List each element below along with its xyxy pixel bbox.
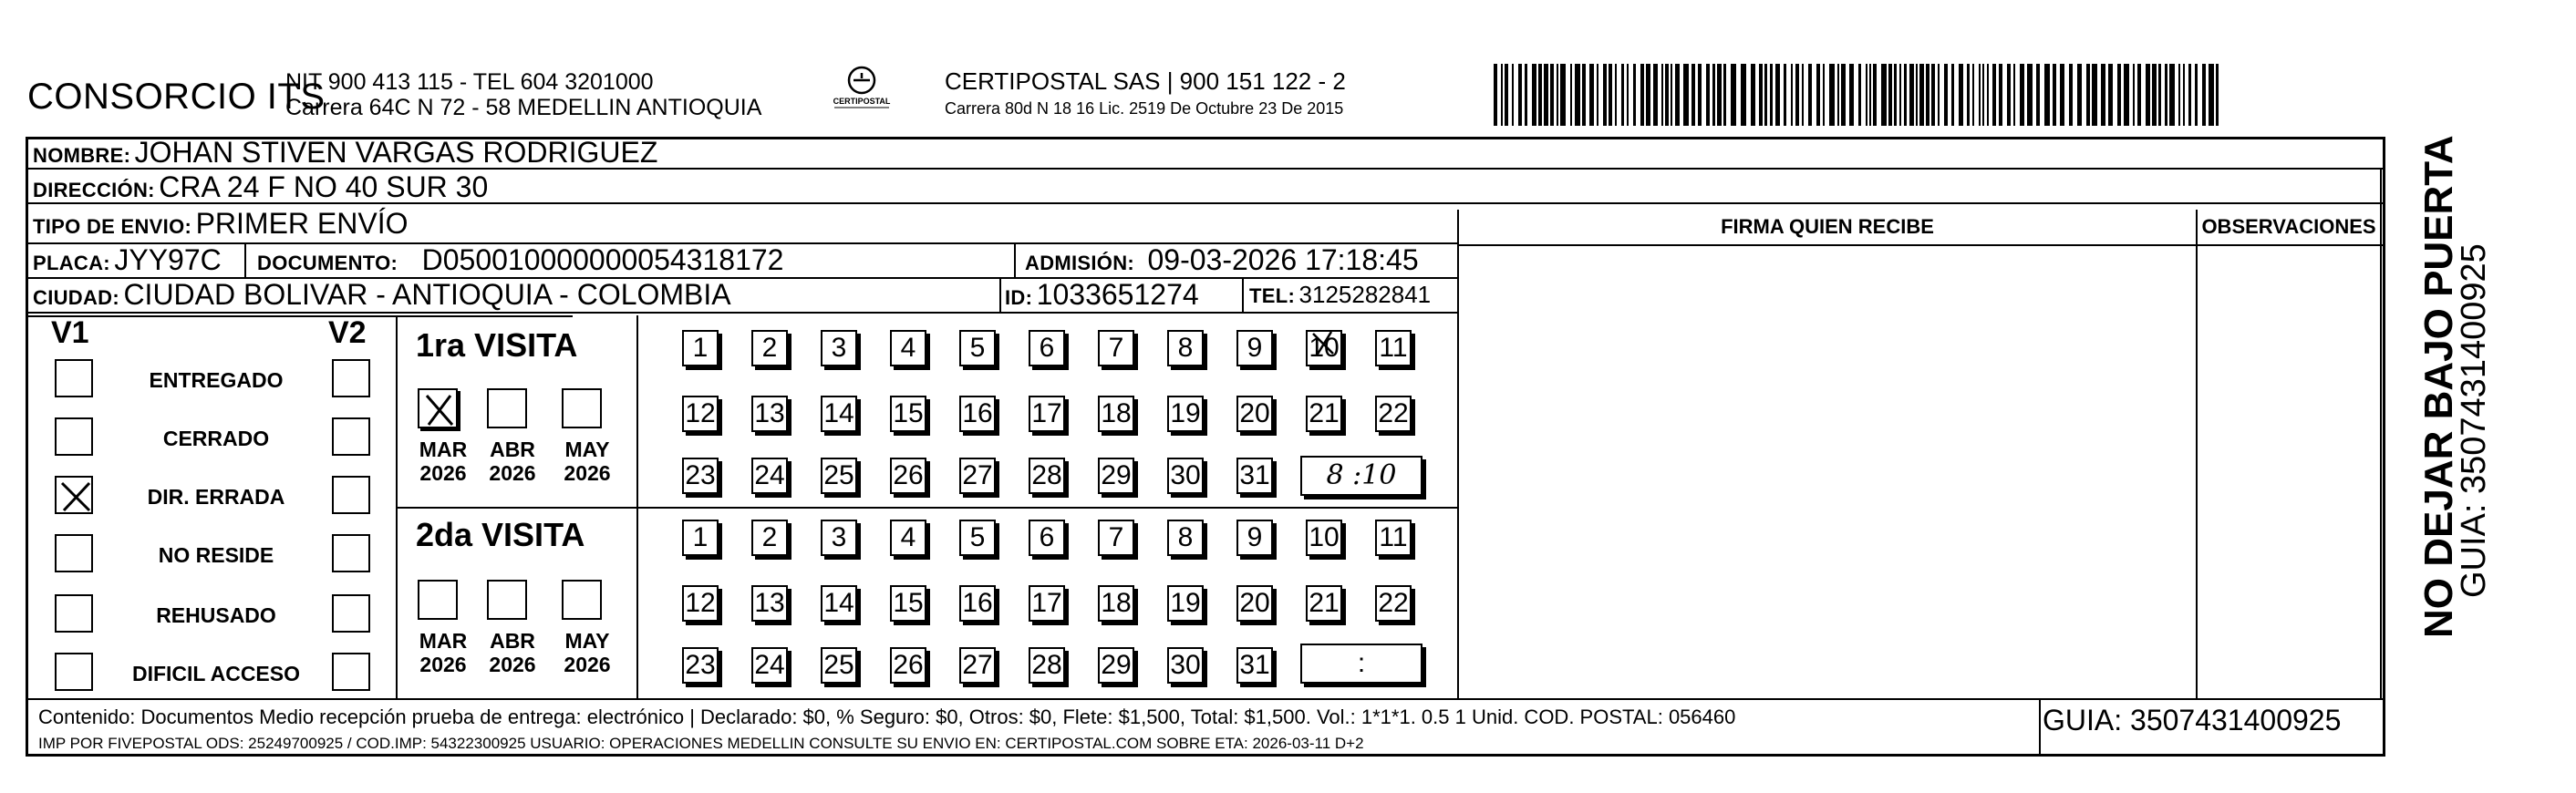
day-number: 17 — [1031, 588, 1062, 618]
day-box[interactable] — [1098, 585, 1134, 622]
ciudad-label: CIUDAD: — [33, 286, 119, 309]
day-number: 3 — [831, 522, 847, 552]
day-box[interactable] — [821, 520, 857, 556]
day-box[interactable] — [682, 330, 719, 366]
day-box[interactable] — [959, 520, 996, 556]
day-number: 27 — [962, 650, 993, 680]
day-number: 10 — [1309, 522, 1340, 552]
day-box[interactable] — [751, 647, 788, 684]
certipostal-logo — [825, 64, 898, 109]
month-label — [483, 629, 542, 676]
day-box[interactable] — [959, 647, 996, 684]
day-number: 4 — [900, 333, 916, 363]
day-box[interactable] — [1029, 330, 1065, 366]
day-number: 12 — [685, 398, 716, 428]
firma-header: FIRMA QUIEN RECIBE — [1721, 215, 1934, 238]
day-number: 3 — [831, 333, 847, 363]
month-label — [558, 629, 616, 676]
day-box[interactable] — [1098, 458, 1134, 494]
month-year: 2026 — [419, 461, 467, 485]
day-box[interactable] — [1029, 458, 1065, 494]
day-box[interactable] — [1306, 585, 1342, 622]
first-visit-title: 1ra VISITA — [416, 326, 578, 364]
direccion-value: CRA 24 F NO 40 SUR 30 — [159, 170, 489, 203]
day-box[interactable] — [751, 396, 788, 432]
day-box[interactable] — [1236, 520, 1273, 556]
day-number: 1 — [692, 522, 709, 552]
day-box[interactable] — [890, 520, 926, 556]
day-box[interactable] — [1098, 647, 1134, 684]
day-number: 4 — [900, 522, 916, 552]
day-number: 20 — [1239, 398, 1270, 428]
day-box[interactable] — [1029, 520, 1065, 556]
v2-checkbox[interactable] — [332, 594, 370, 633]
day-number: 15 — [893, 398, 924, 428]
print-info: IMP POR FIVEPOSTAL ODS: 25249700925 / COD.IMP: 54322300925 USUARIO: OPERACIONES MEDELLIN CONSULTE SU ENVIO EN: CERTIPOSTAL.COM SOBRE ETA: 2026-03-11 D+2 — [38, 735, 1364, 752]
month-year: 2026 — [564, 653, 611, 676]
month-label — [483, 438, 542, 485]
day-number: 24 — [754, 460, 785, 490]
documento-label: DOCUMENTO: — [257, 252, 398, 274]
observaciones-header: OBSERVACIONES — [2201, 215, 2376, 238]
admision-value: 09-03-2026 17:18:45 — [1147, 243, 1419, 276]
documento-value: D050010000000054318172 — [421, 243, 784, 276]
v1-checkbox[interactable] — [55, 653, 93, 691]
day-number: 13 — [754, 398, 785, 428]
month-checkbox-mar[interactable] — [418, 388, 458, 428]
check-mark-icon — [419, 390, 460, 430]
company-name: CONSORCIO ITS — [27, 77, 326, 117]
day-box[interactable] — [1167, 585, 1204, 622]
day-number: 11 — [1379, 333, 1408, 363]
day-number: 5 — [969, 522, 986, 552]
status-option-label: DIR. ERRADA — [147, 485, 285, 509]
day-box[interactable] — [1375, 330, 1412, 366]
day-number: 6 — [1039, 333, 1055, 363]
placa-label: PLACA: — [33, 252, 110, 274]
status-option-label: NO RESIDE — [158, 543, 274, 567]
v1-checkbox[interactable] — [55, 359, 93, 397]
v2-checkbox[interactable] — [332, 476, 370, 514]
first-visit-time[interactable] — [1300, 456, 1422, 496]
day-number: 30 — [1170, 650, 1201, 680]
month-checkbox-abr[interactable] — [487, 388, 527, 428]
status-option-label: ENTREGADO — [149, 368, 284, 392]
day-box[interactable] — [1167, 396, 1204, 432]
day-box[interactable] — [821, 330, 857, 366]
v2-checkbox[interactable] — [332, 534, 370, 572]
certi-line: CERTIPOSTAL SAS | 900 151 122 - 2 — [945, 67, 1346, 95]
day-box[interactable] — [1029, 396, 1065, 432]
day-number: 10 — [1309, 333, 1340, 363]
month-checkbox-may[interactable] — [562, 580, 602, 620]
day-number: 5 — [969, 333, 986, 363]
month-name: MAY — [564, 629, 610, 653]
day-box[interactable] — [682, 647, 719, 684]
second-visit-time[interactable] — [1300, 644, 1422, 684]
company-nit — [285, 69, 761, 120]
day-number: 9 — [1247, 522, 1263, 552]
day-box[interactable] — [1098, 330, 1134, 366]
barcode — [1494, 64, 2223, 126]
day-box[interactable] — [1306, 396, 1342, 432]
day-number: 2 — [761, 522, 778, 552]
day-number: 21 — [1309, 398, 1340, 428]
direccion-row — [33, 171, 488, 209]
day-number: 11 — [1379, 522, 1408, 552]
day-number: 28 — [1031, 650, 1062, 680]
status-option-label: REHUSADO — [156, 603, 276, 627]
day-number: 25 — [823, 460, 854, 490]
day-box[interactable] — [890, 585, 926, 622]
month-name: ABR — [490, 438, 535, 461]
first-visit-time-value: 8 :10 — [1326, 459, 1397, 491]
second-visit-title: 2da VISITA — [416, 516, 585, 553]
certi-address: Carrera 80d N 18 16 Lic. 2519 De Octubre 23 De 2015 — [945, 99, 1344, 118]
day-box[interactable] — [682, 520, 719, 556]
day-number: 9 — [1247, 333, 1263, 363]
month-name: MAY — [564, 438, 610, 461]
month-year: 2026 — [489, 653, 536, 676]
day-box[interactable] — [1236, 396, 1273, 432]
day-number: 2 — [761, 333, 778, 363]
month-checkbox-abr[interactable] — [487, 580, 527, 620]
day-number: 16 — [962, 588, 993, 618]
day-number: 7 — [1108, 333, 1124, 363]
day-box[interactable] — [959, 330, 996, 366]
day-number: 27 — [962, 460, 993, 490]
day-number: 8 — [1177, 522, 1194, 552]
day-number: 1 — [692, 333, 709, 363]
day-box[interactable] — [751, 330, 788, 366]
certipostal-info — [945, 67, 1346, 122]
day-box[interactable] — [890, 647, 926, 684]
day-number: 23 — [685, 650, 716, 680]
month-name: MAR — [419, 629, 468, 653]
day-box[interactable] — [1167, 330, 1204, 366]
tel-row — [1249, 279, 1431, 314]
month-name: ABR — [490, 629, 535, 653]
day-number: 14 — [823, 588, 854, 618]
day-box[interactable] — [1306, 330, 1342, 366]
day-box[interactable] — [890, 330, 926, 366]
day-box[interactable] — [959, 585, 996, 622]
id-label: ID: — [1005, 286, 1033, 309]
day-number: 12 — [685, 588, 716, 618]
day-number: 26 — [893, 650, 924, 680]
documento-row — [257, 244, 783, 282]
day-number: 16 — [962, 398, 993, 428]
day-number: 15 — [893, 588, 924, 618]
v1-header: V1 — [51, 315, 89, 350]
day-number: 20 — [1239, 588, 1270, 618]
day-box[interactable] — [1167, 458, 1204, 494]
contents-summary: Contenido: Documentos Medio recepción prueba de entrega: electrónico | Declarado: $0, % Seguro: $0, Otros: $0, Flete: $1,500, Total: $1,500. Vol.: 1*1*1. 0.5 1 Unid. COD. POSTAL: 056460 — [38, 705, 1736, 728]
v1-checkbox[interactable] — [55, 417, 93, 456]
day-number: 7 — [1108, 522, 1124, 552]
tel-value: 3125282841 — [1298, 281, 1432, 308]
day-number: 29 — [1101, 460, 1132, 490]
tipo-row — [33, 208, 408, 245]
day-number: 18 — [1101, 398, 1132, 428]
day-box[interactable] — [682, 458, 719, 494]
day-box[interactable] — [1236, 647, 1273, 684]
placa-value: JYY97C — [114, 243, 222, 276]
day-box[interactable] — [1098, 520, 1134, 556]
ciudad-row — [33, 279, 731, 316]
month-name: MAR — [419, 438, 468, 461]
id-value: 1033651274 — [1036, 278, 1199, 311]
day-number: 6 — [1039, 522, 1055, 552]
day-number: 31 — [1239, 460, 1270, 490]
side-guia-number: GUIA: 3507431400925 — [2455, 243, 2493, 598]
month-year: 2026 — [489, 461, 536, 485]
day-number: 25 — [823, 650, 854, 680]
day-number: 23 — [685, 460, 716, 490]
month-label — [558, 438, 616, 485]
day-number: 21 — [1309, 588, 1340, 618]
check-mark-icon — [57, 478, 95, 516]
day-box[interactable] — [751, 458, 788, 494]
id-row — [1005, 279, 1199, 316]
day-box[interactable] — [821, 458, 857, 494]
day-box[interactable] — [1236, 458, 1273, 494]
nombre-value: JOHAN STIVEN VARGAS RODRIGUEZ — [134, 136, 658, 169]
direccion-label: DIRECCIÓN: — [33, 179, 155, 201]
day-box[interactable] — [751, 585, 788, 622]
month-year: 2026 — [419, 653, 467, 676]
day-number: 28 — [1031, 460, 1062, 490]
day-box[interactable] — [890, 458, 926, 494]
v2-header: V2 — [328, 315, 367, 350]
v2-checkbox[interactable] — [332, 653, 370, 691]
status-option-label: CERRADO — [162, 427, 270, 450]
day-number: 17 — [1031, 398, 1062, 428]
day-number: 18 — [1101, 588, 1132, 618]
day-number: 29 — [1101, 650, 1132, 680]
day-number: 19 — [1170, 398, 1201, 428]
v1-checkbox[interactable] — [55, 534, 93, 572]
day-box[interactable] — [1167, 520, 1204, 556]
day-number: 26 — [893, 460, 924, 490]
day-box[interactable] — [751, 520, 788, 556]
day-number: 22 — [1378, 398, 1409, 428]
day-number: 13 — [754, 588, 785, 618]
day-box[interactable] — [1375, 585, 1412, 622]
tel-label: TEL: — [1249, 284, 1296, 307]
placa-row — [33, 244, 222, 282]
v2-checkbox[interactable] — [332, 417, 370, 456]
admision-row — [1025, 244, 1419, 282]
day-box[interactable] — [959, 396, 996, 432]
month-checkbox-may[interactable] — [562, 388, 602, 428]
day-box[interactable] — [1029, 647, 1065, 684]
nit-line: NIT 900 413 115 - TEL 604 3201000 — [285, 69, 654, 95]
day-box[interactable] — [821, 585, 857, 622]
day-box[interactable] — [959, 458, 996, 494]
day-number: 31 — [1239, 650, 1270, 680]
day-box[interactable] — [1236, 330, 1273, 366]
ciudad-value: CIUDAD BOLIVAR - ANTIOQUIA - COLOMBIA — [123, 278, 731, 311]
day-number: 14 — [823, 398, 854, 428]
day-box[interactable] — [682, 396, 719, 432]
tipo-value: PRIMER ENVÍO — [195, 207, 409, 240]
month-year: 2026 — [564, 461, 611, 485]
day-number: 22 — [1378, 588, 1409, 618]
day-box[interactable] — [1306, 520, 1342, 556]
day-box[interactable] — [1167, 647, 1204, 684]
day-number: 30 — [1170, 460, 1201, 490]
month-checkbox-mar[interactable] — [418, 580, 458, 620]
day-number: 8 — [1177, 333, 1194, 363]
day-mark-icon — [1306, 326, 1342, 371]
v1-checkbox[interactable] — [55, 594, 93, 633]
admision-label: ADMISIÓN: — [1025, 252, 1135, 274]
day-box[interactable] — [1236, 585, 1273, 622]
day-box[interactable] — [1029, 585, 1065, 622]
tipo-label: TIPO DE ENVIO: — [33, 215, 192, 238]
guia-number: GUIA: 3507431400925 — [2043, 704, 2342, 736]
v2-checkbox[interactable] — [332, 359, 370, 397]
day-box[interactable] — [1098, 396, 1134, 432]
address-line: Carrera 64C N 72 - 58 MEDELLIN ANTIOQUIA — [285, 95, 762, 120]
month-label — [414, 629, 472, 676]
v1-checkbox[interactable] — [55, 476, 93, 514]
day-box[interactable] — [821, 647, 857, 684]
day-number: 19 — [1170, 588, 1201, 618]
day-box[interactable] — [1375, 520, 1412, 556]
day-box[interactable] — [821, 396, 857, 432]
month-label — [414, 438, 472, 485]
day-box[interactable] — [682, 585, 719, 622]
day-number: 24 — [754, 650, 785, 680]
no-dejar-bajo-puerta: NO DEJAR BAJO PUERTA — [2416, 135, 2461, 638]
nombre-row — [33, 137, 657, 174]
nombre-label: NOMBRE: — [33, 144, 131, 167]
day-box[interactable] — [890, 396, 926, 432]
logo-text: CERTIPOSTAL — [833, 97, 891, 106]
second-visit-time-value: : — [1357, 648, 1366, 678]
status-option-label: DIFICIL ACCESO — [131, 662, 300, 685]
day-box[interactable] — [1375, 396, 1412, 432]
